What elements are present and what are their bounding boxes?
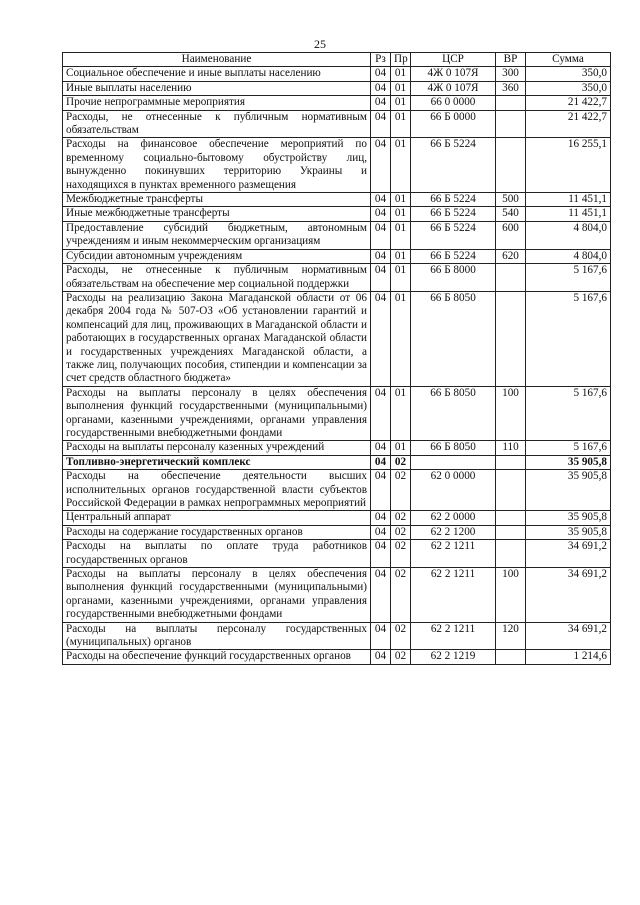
cell-name: Расходы, не отнесенные к публичным нормативным обязательствам — [63, 110, 371, 138]
cell-csr: 62 2 1211 — [411, 568, 496, 623]
cell-rz: 04 — [371, 650, 391, 664]
cell-sum: 350,0 — [526, 67, 611, 81]
cell-csr — [411, 455, 496, 469]
cell-pr: 02 — [391, 511, 411, 525]
cell-rz: 04 — [371, 96, 391, 110]
cell-csr: 62 2 1211 — [411, 622, 496, 650]
cell-name: Расходы на выплаты персоналу казенных учреждений — [63, 441, 371, 455]
cell-csr: 62 2 1200 — [411, 525, 496, 539]
cell-csr: 62 2 1219 — [411, 650, 496, 664]
cell-rz: 04 — [371, 568, 391, 623]
cell-vr: 620 — [496, 249, 526, 263]
cell-pr: 01 — [391, 67, 411, 81]
cell-csr: 62 0 0000 — [411, 470, 496, 511]
cell-sum: 16 255,1 — [526, 138, 611, 193]
cell-csr: 4Ж 0 107Я — [411, 67, 496, 81]
cell-sum: 5 167,6 — [526, 386, 611, 441]
cell-sum: 4 804,0 — [526, 221, 611, 249]
cell-vr — [496, 650, 526, 664]
cell-sum: 21 422,7 — [526, 96, 611, 110]
table-row — [63, 96, 611, 110]
cell-sum: 34 691,2 — [526, 540, 611, 568]
cell-name: Топливно-энергетический комплекс — [63, 455, 371, 469]
cell-sum: 35 905,8 — [526, 511, 611, 525]
cell-sum: 5 167,6 — [526, 291, 611, 386]
cell-pr: 02 — [391, 650, 411, 664]
cell-vr — [496, 525, 526, 539]
cell-pr: 01 — [391, 193, 411, 207]
cell-pr: 01 — [391, 221, 411, 249]
table-row — [63, 386, 611, 441]
table-row — [63, 470, 611, 511]
cell-vr: 360 — [496, 81, 526, 95]
header-sum: Сумма — [526, 53, 611, 67]
cell-csr: 66 Б 5224 — [411, 249, 496, 263]
cell-rz: 04 — [371, 81, 391, 95]
cell-pr: 02 — [391, 622, 411, 650]
cell-csr: 66 Б 8050 — [411, 441, 496, 455]
table-row — [63, 193, 611, 207]
table-row — [63, 511, 611, 525]
cell-rz: 04 — [371, 138, 391, 193]
cell-vr — [496, 470, 526, 511]
cell-csr: 66 0 0000 — [411, 96, 496, 110]
cell-csr: 66 Б 5224 — [411, 207, 496, 221]
cell-vr: 120 — [496, 622, 526, 650]
table-row — [63, 81, 611, 95]
cell-name: Межбюджетные трансферты — [63, 193, 371, 207]
cell-name: Прочие непрограммные мероприятия — [63, 96, 371, 110]
table-row — [63, 622, 611, 650]
cell-sum: 1 214,6 — [526, 650, 611, 664]
cell-vr — [496, 138, 526, 193]
cell-name: Социальное обеспечение и иные выплаты населению — [63, 67, 371, 81]
cell-rz: 04 — [371, 110, 391, 138]
cell-name: Расходы на выплаты персоналу государственных (муниципальных) органов — [63, 622, 371, 650]
cell-name: Предоставление субсидий бюджетным, автономным учреждениям и иным некоммерческим организациям — [63, 221, 371, 249]
cell-rz: 04 — [371, 386, 391, 441]
cell-vr: 300 — [496, 67, 526, 81]
cell-rz: 04 — [371, 525, 391, 539]
cell-name: Расходы, не отнесенные к публичным нормативным обязательствам на обеспечение мер социальной поддержки — [63, 264, 371, 292]
cell-name: Расходы на финансовое обеспечение мероприятий по временному социально-бытовому обустройству лиц, вынужденно покинувших территорию Украины и находящихся в пунктах временного размещения — [63, 138, 371, 193]
cell-pr: 02 — [391, 525, 411, 539]
cell-csr: 66 Б 5224 — [411, 138, 496, 193]
cell-sum: 35 905,8 — [526, 470, 611, 511]
cell-rz: 04 — [371, 470, 391, 511]
cell-pr: 01 — [391, 264, 411, 292]
cell-name: Расходы на выплаты персоналу в целях обеспечения выполнения функций государственными (муниципальными) органами, казенными учреждениями, органами управления государственными внебюджетными фондами — [63, 568, 371, 623]
cell-sum: 5 167,6 — [526, 264, 611, 292]
cell-csr: 66 Б 8050 — [411, 291, 496, 386]
cell-pr: 01 — [391, 386, 411, 441]
cell-sum: 21 422,7 — [526, 110, 611, 138]
cell-name: Расходы на содержание государственных органов — [63, 525, 371, 539]
table-row — [63, 650, 611, 664]
cell-vr — [496, 96, 526, 110]
cell-pr: 02 — [391, 470, 411, 511]
cell-pr: 01 — [391, 441, 411, 455]
cell-sum: 5 167,6 — [526, 441, 611, 455]
cell-csr: 62 2 1211 — [411, 540, 496, 568]
table-row — [63, 540, 611, 568]
table-row — [63, 441, 611, 455]
budget-table — [62, 52, 611, 665]
cell-name: Расходы на обеспечение функций государственных органов — [63, 650, 371, 664]
cell-pr: 01 — [391, 138, 411, 193]
table-row — [63, 525, 611, 539]
cell-pr: 01 — [391, 96, 411, 110]
cell-pr: 01 — [391, 81, 411, 95]
table-row — [63, 67, 611, 81]
cell-name: Субсидии автономным учреждениям — [63, 249, 371, 263]
cell-rz: 04 — [371, 511, 391, 525]
table-row — [63, 249, 611, 263]
cell-rz: 04 — [371, 249, 391, 263]
cell-vr — [496, 264, 526, 292]
cell-pr: 01 — [391, 291, 411, 386]
cell-name: Расходы на выплаты персоналу в целях обеспечения выполнения функций государственными (муниципальными) органами, казенными учреждениями, органами управления государственными внебюджетными фондами — [63, 386, 371, 441]
cell-sum: 34 691,2 — [526, 568, 611, 623]
cell-rz: 04 — [371, 221, 391, 249]
table-row — [63, 568, 611, 623]
cell-rz: 04 — [371, 441, 391, 455]
header-vr: ВР — [496, 53, 526, 67]
table-header-row — [63, 53, 611, 67]
header-name: Наименование — [63, 53, 371, 67]
cell-vr: 100 — [496, 568, 526, 623]
cell-vr: 540 — [496, 207, 526, 221]
cell-sum: 11 451,1 — [526, 207, 611, 221]
cell-pr: 02 — [391, 455, 411, 469]
cell-rz: 04 — [371, 622, 391, 650]
cell-name: Расходы на реализацию Закона Магаданской области от 06 декабря 2004 года № 507-ОЗ «Об установлении гарантий и компенсаций для лиц, проживающих в Магаданской области и работающих в государственных органах Магаданской области и государственных учреждениях Магаданской области, а также лиц, получающих пособия, стипендии и компенсации за счет средств областного бюджета» — [63, 291, 371, 386]
cell-rz: 04 — [371, 193, 391, 207]
cell-name: Иные межбюджетные трансферты — [63, 207, 371, 221]
table-row — [63, 264, 611, 292]
cell-sum: 4 804,0 — [526, 249, 611, 263]
page-number: 25 — [314, 37, 326, 51]
cell-pr: 01 — [391, 110, 411, 138]
cell-pr: 02 — [391, 540, 411, 568]
cell-csr: 66 Б 8000 — [411, 264, 496, 292]
cell-pr: 01 — [391, 207, 411, 221]
cell-pr: 01 — [391, 249, 411, 263]
table-row — [63, 291, 611, 386]
cell-sum: 350,0 — [526, 81, 611, 95]
table-row — [63, 221, 611, 249]
header-pr: Пр — [391, 53, 411, 67]
cell-vr — [496, 291, 526, 386]
cell-rz: 04 — [371, 455, 391, 469]
cell-rz: 04 — [371, 207, 391, 221]
cell-sum: 35 905,8 — [526, 455, 611, 469]
cell-vr — [496, 455, 526, 469]
cell-csr: 66 Б 5224 — [411, 221, 496, 249]
cell-csr: 66 Б 5224 — [411, 193, 496, 207]
cell-name: Расходы на обеспечение деятельности высших исполнительных органов государственной власти субъектов Российской Федерации в рамках непрограммных мероприятий — [63, 470, 371, 511]
cell-rz: 04 — [371, 540, 391, 568]
cell-sum: 34 691,2 — [526, 622, 611, 650]
cell-vr: 110 — [496, 441, 526, 455]
cell-vr — [496, 540, 526, 568]
cell-csr: 66 Б 8050 — [411, 386, 496, 441]
cell-csr: 62 2 0000 — [411, 511, 496, 525]
cell-csr: 66 Б 0000 — [411, 110, 496, 138]
table-row — [63, 110, 611, 138]
cell-rz: 04 — [371, 291, 391, 386]
cell-name: Расходы на выплаты по оплате труда работников государственных органов — [63, 540, 371, 568]
cell-vr — [496, 110, 526, 138]
cell-name: Иные выплаты населению — [63, 81, 371, 95]
cell-pr: 02 — [391, 568, 411, 623]
table-row — [63, 138, 611, 193]
cell-vr: 500 — [496, 193, 526, 207]
cell-sum: 11 451,1 — [526, 193, 611, 207]
table-row — [63, 207, 611, 221]
cell-rz: 04 — [371, 67, 391, 81]
cell-rz: 04 — [371, 264, 391, 292]
cell-name: Центральный аппарат — [63, 511, 371, 525]
cell-csr: 4Ж 0 107Я — [411, 81, 496, 95]
cell-vr: 100 — [496, 386, 526, 441]
cell-vr — [496, 511, 526, 525]
table-row — [63, 455, 611, 469]
cell-vr: 600 — [496, 221, 526, 249]
cell-sum: 35 905,8 — [526, 525, 611, 539]
header-rz: Рз — [371, 53, 391, 67]
header-csr: ЦСР — [411, 53, 496, 67]
